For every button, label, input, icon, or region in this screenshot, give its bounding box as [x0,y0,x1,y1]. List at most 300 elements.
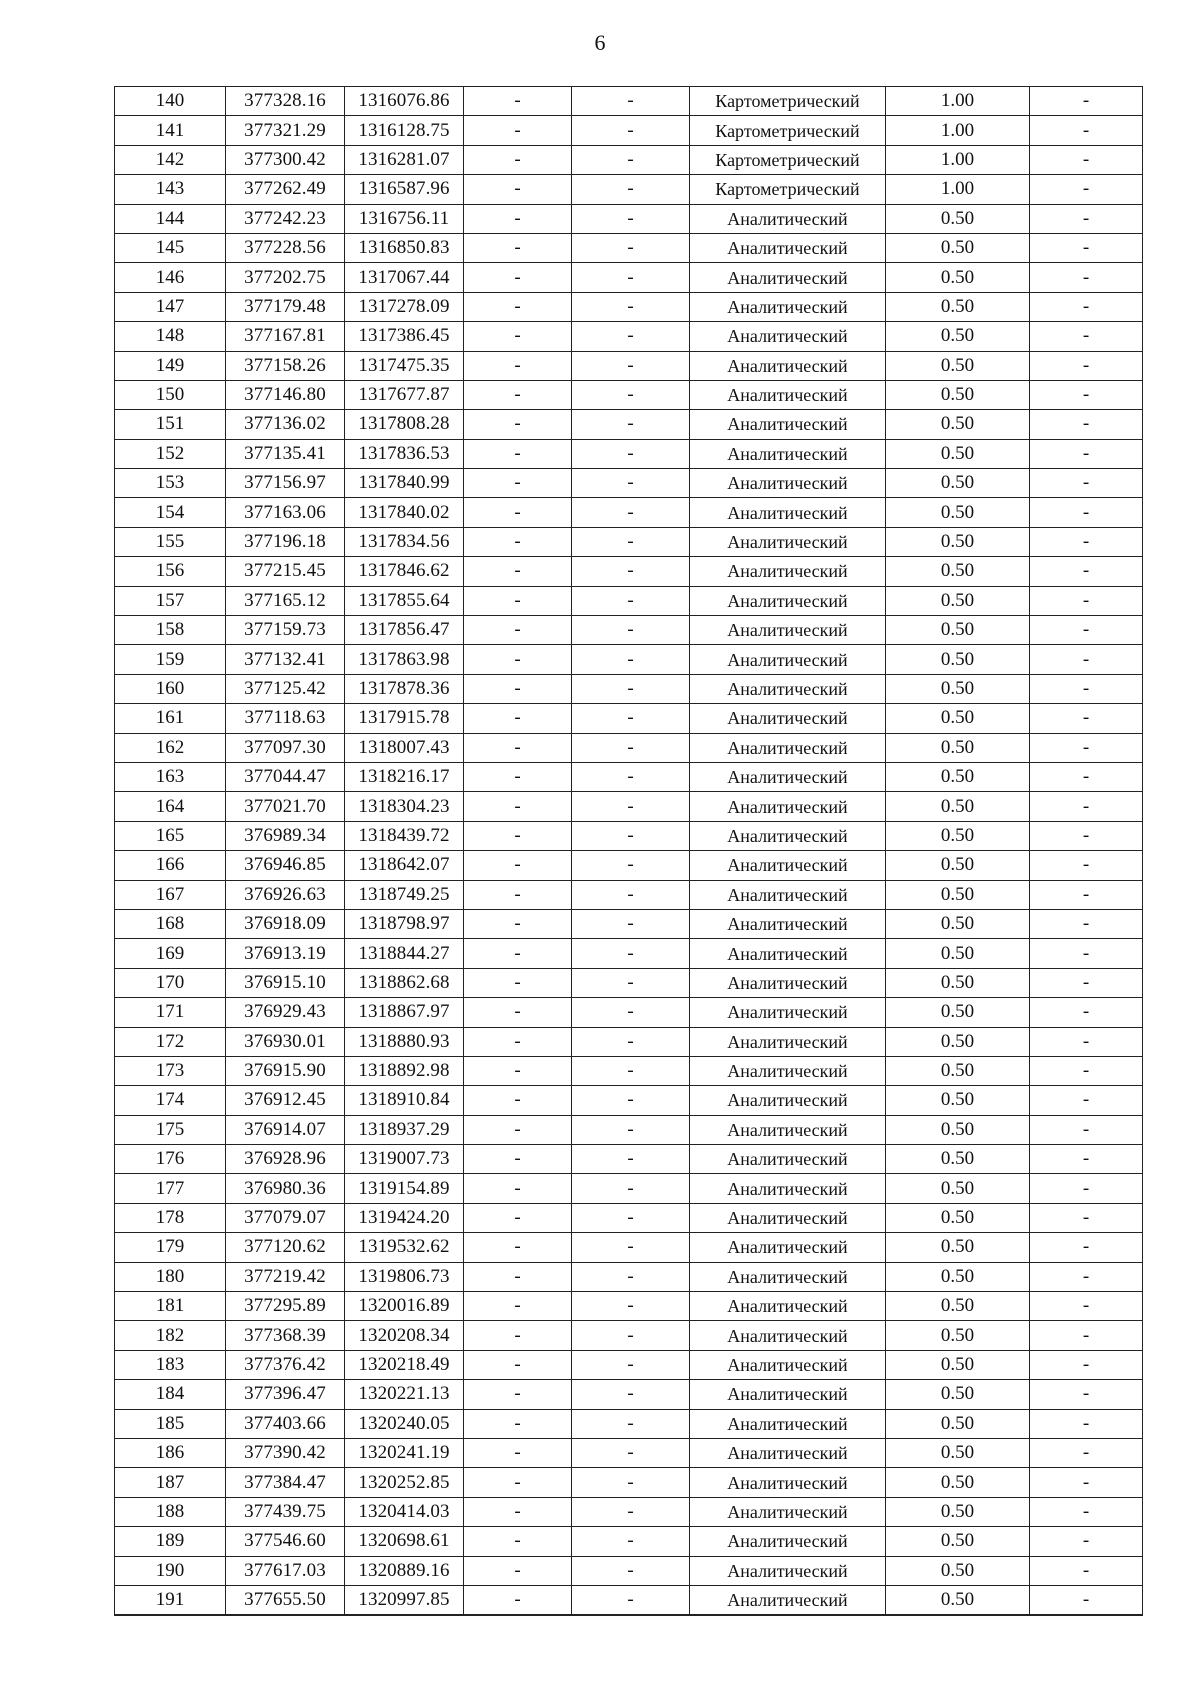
empty-value-cell: - [572,851,690,880]
method-cell: Аналитический [690,616,886,645]
empty-value-cell: - [1030,1086,1143,1115]
method-cell: Аналитический [690,322,886,351]
page-number: 6 [594,30,606,55]
empty-value-cell: - [464,204,572,233]
y-coordinate-cell: 1319007.73 [345,1145,464,1174]
point-number-cell: 159 [115,645,226,674]
method-cell: Аналитический [690,1262,886,1291]
empty-value-cell: - [464,1262,572,1291]
point-number-cell: 174 [115,1086,226,1115]
method-cell: Аналитический [690,645,886,674]
method-cell: Аналитический [690,1203,886,1232]
point-number-cell: 149 [115,351,226,380]
point-number-cell: 178 [115,1203,226,1232]
empty-value-cell: - [572,645,690,674]
empty-value-cell: - [464,1556,572,1585]
x-coordinate-cell: 377617.03 [226,1556,345,1585]
method-cell: Картометрический [690,145,886,174]
table-row [115,263,1143,292]
method-cell: Аналитический [690,733,886,762]
empty-value-cell: - [464,674,572,703]
empty-value-cell: - [464,968,572,997]
table-row [115,1056,1143,1085]
point-number-cell: 188 [115,1497,226,1526]
accuracy-cell: 0.50 [886,792,1030,821]
y-coordinate-cell: 1320240.05 [345,1409,464,1438]
empty-value-cell: - [464,792,572,821]
table-row [115,1203,1143,1232]
point-number-cell: 153 [115,469,226,498]
table-row [115,527,1143,556]
y-coordinate-cell: 1318937.29 [345,1115,464,1144]
empty-value-cell: - [572,351,690,380]
table-row [115,939,1143,968]
empty-value-cell: - [464,1438,572,1467]
table-row [115,821,1143,850]
point-number-cell: 182 [115,1321,226,1350]
empty-value-cell: - [1030,851,1143,880]
empty-value-cell: - [572,1497,690,1526]
method-cell: Аналитический [690,998,886,1027]
accuracy-cell: 0.50 [886,204,1030,233]
method-cell: Аналитический [690,557,886,586]
accuracy-cell: 0.50 [886,1585,1030,1615]
empty-value-cell: - [572,1585,690,1615]
empty-value-cell: - [464,1380,572,1409]
empty-value-cell: - [572,1145,690,1174]
empty-value-cell: - [572,145,690,174]
y-coordinate-cell: 1320252.85 [345,1468,464,1497]
empty-value-cell: - [464,939,572,968]
empty-value-cell: - [1030,1145,1143,1174]
table-row [115,498,1143,527]
table-row [115,998,1143,1027]
empty-value-cell: - [464,1527,572,1556]
x-coordinate-cell: 377376.42 [226,1350,345,1379]
x-coordinate-cell: 377546.60 [226,1527,345,1556]
table-row [115,1438,1143,1467]
x-coordinate-cell: 377219.42 [226,1262,345,1291]
empty-value-cell: - [572,263,690,292]
empty-value-cell: - [572,1262,690,1291]
y-coordinate-cell: 1317856.47 [345,616,464,645]
method-cell: Аналитический [690,1380,886,1409]
method-cell: Аналитический [690,204,886,233]
x-coordinate-cell: 376946.85 [226,851,345,880]
x-coordinate-cell: 377228.56 [226,233,345,262]
x-coordinate-cell: 377135.41 [226,439,345,468]
x-coordinate-cell: 377215.45 [226,557,345,586]
empty-value-cell: - [572,1233,690,1262]
x-coordinate-cell: 376989.34 [226,821,345,850]
method-cell: Картометрический [690,116,886,145]
y-coordinate-cell: 1316850.83 [345,233,464,262]
table-row [115,145,1143,174]
empty-value-cell: - [464,380,572,409]
accuracy-cell: 0.50 [886,880,1030,909]
x-coordinate-cell: 376913.19 [226,939,345,968]
table-row [115,410,1143,439]
y-coordinate-cell: 1317475.35 [345,351,464,380]
empty-value-cell: - [464,439,572,468]
table-row [115,1233,1143,1262]
method-cell: Аналитический [690,1086,886,1115]
x-coordinate-cell: 377044.47 [226,762,345,791]
method-cell: Аналитический [690,968,886,997]
empty-value-cell: - [572,557,690,586]
empty-value-cell: - [464,1086,572,1115]
accuracy-cell: 0.50 [886,410,1030,439]
empty-value-cell: - [1030,145,1143,174]
table-row [115,1145,1143,1174]
y-coordinate-cell: 1318216.17 [345,762,464,791]
table-row [115,1585,1143,1615]
accuracy-cell: 1.00 [886,175,1030,204]
table-row [115,1409,1143,1438]
y-coordinate-cell: 1318867.97 [345,998,464,1027]
empty-value-cell: - [464,733,572,762]
x-coordinate-cell: 377159.73 [226,616,345,645]
empty-value-cell: - [572,322,690,351]
accuracy-cell: 0.50 [886,998,1030,1027]
x-coordinate-cell: 377368.39 [226,1321,345,1350]
x-coordinate-cell: 376915.10 [226,968,345,997]
point-number-cell: 168 [115,909,226,938]
accuracy-cell: 1.00 [886,145,1030,174]
x-coordinate-cell: 377163.06 [226,498,345,527]
x-coordinate-cell: 377158.26 [226,351,345,380]
method-cell: Аналитический [690,527,886,556]
y-coordinate-cell: 1317840.02 [345,498,464,527]
method-cell: Аналитический [690,263,886,292]
y-coordinate-cell: 1320016.89 [345,1292,464,1321]
accuracy-cell: 0.50 [886,1262,1030,1291]
empty-value-cell: - [464,175,572,204]
empty-value-cell: - [464,527,572,556]
empty-value-cell: - [572,939,690,968]
accuracy-cell: 0.50 [886,351,1030,380]
empty-value-cell: - [464,1145,572,1174]
x-coordinate-cell: 377156.97 [226,469,345,498]
empty-value-cell: - [1030,322,1143,351]
x-coordinate-cell: 377132.41 [226,645,345,674]
x-coordinate-cell: 377403.66 [226,1409,345,1438]
empty-value-cell: - [1030,498,1143,527]
empty-value-cell: - [464,1468,572,1497]
empty-value-cell: - [572,469,690,498]
y-coordinate-cell: 1320889.16 [345,1556,464,1585]
x-coordinate-cell: 376980.36 [226,1174,345,1203]
empty-value-cell: - [464,292,572,321]
y-coordinate-cell: 1317386.45 [345,322,464,351]
accuracy-cell: 0.50 [886,498,1030,527]
table-row [115,1292,1143,1321]
point-number-cell: 148 [115,322,226,351]
x-coordinate-cell: 377120.62 [226,1233,345,1262]
empty-value-cell: - [572,1292,690,1321]
empty-value-cell: - [1030,1409,1143,1438]
point-number-cell: 142 [115,145,226,174]
point-number-cell: 165 [115,821,226,850]
empty-value-cell: - [1030,380,1143,409]
empty-value-cell: - [572,1556,690,1585]
table-row [115,557,1143,586]
empty-value-cell: - [464,469,572,498]
empty-value-cell: - [464,821,572,850]
empty-value-cell: - [1030,1585,1143,1615]
empty-value-cell: - [464,1233,572,1262]
method-cell: Аналитический [690,1145,886,1174]
method-cell: Аналитический [690,1056,886,1085]
table-row [115,380,1143,409]
x-coordinate-cell: 376912.45 [226,1086,345,1115]
x-coordinate-cell: 376918.09 [226,909,345,938]
table-row [115,1086,1143,1115]
empty-value-cell: - [572,1115,690,1144]
accuracy-cell: 0.50 [886,233,1030,262]
empty-value-cell: - [464,851,572,880]
y-coordinate-cell: 1318798.97 [345,909,464,938]
empty-value-cell: - [1030,1262,1143,1291]
accuracy-cell: 0.50 [886,263,1030,292]
table-row [115,1115,1143,1144]
y-coordinate-cell: 1317855.64 [345,586,464,615]
empty-value-cell: - [1030,557,1143,586]
empty-value-cell: - [464,1203,572,1232]
table-row [115,469,1143,498]
point-number-cell: 173 [115,1056,226,1085]
method-cell: Аналитический [690,1497,886,1526]
point-number-cell: 141 [115,116,226,145]
method-cell: Аналитический [690,880,886,909]
method-cell: Аналитический [690,410,886,439]
empty-value-cell: - [572,792,690,821]
table-row [115,1497,1143,1526]
method-cell: Аналитический [690,1556,886,1585]
x-coordinate-cell: 376914.07 [226,1115,345,1144]
y-coordinate-cell: 1318892.98 [345,1056,464,1085]
empty-value-cell: - [572,1468,690,1497]
point-number-cell: 190 [115,1556,226,1585]
empty-value-cell: - [572,439,690,468]
point-number-cell: 171 [115,998,226,1027]
x-coordinate-cell: 377021.70 [226,792,345,821]
empty-value-cell: - [1030,968,1143,997]
empty-value-cell: - [1030,1292,1143,1321]
table-row [115,704,1143,733]
table-row [115,1174,1143,1203]
table-row [115,1350,1143,1379]
point-number-cell: 163 [115,762,226,791]
empty-value-cell: - [464,998,572,1027]
table-row [115,292,1143,321]
empty-value-cell: - [464,1321,572,1350]
y-coordinate-cell: 1316281.07 [345,145,464,174]
y-coordinate-cell: 1317878.36 [345,674,464,703]
empty-value-cell: - [572,1438,690,1467]
x-coordinate-cell: 377146.80 [226,380,345,409]
x-coordinate-cell: 376915.90 [226,1056,345,1085]
method-cell: Аналитический [690,704,886,733]
empty-value-cell: - [464,909,572,938]
empty-value-cell: - [572,527,690,556]
accuracy-cell: 0.50 [886,1233,1030,1262]
table-row [115,880,1143,909]
y-coordinate-cell: 1318304.23 [345,792,464,821]
accuracy-cell: 0.50 [886,909,1030,938]
empty-value-cell: - [1030,263,1143,292]
empty-value-cell: - [572,233,690,262]
empty-value-cell: - [1030,821,1143,850]
x-coordinate-cell: 377165.12 [226,586,345,615]
x-coordinate-cell: 377196.18 [226,527,345,556]
accuracy-cell: 0.50 [886,527,1030,556]
y-coordinate-cell: 1318642.07 [345,851,464,880]
point-number-cell: 183 [115,1350,226,1379]
point-number-cell: 181 [115,1292,226,1321]
y-coordinate-cell: 1317834.56 [345,527,464,556]
x-coordinate-cell: 377125.42 [226,674,345,703]
empty-value-cell: - [572,175,690,204]
point-number-cell: 177 [115,1174,226,1203]
empty-value-cell: - [572,380,690,409]
table-row [115,674,1143,703]
accuracy-cell: 0.50 [886,1380,1030,1409]
point-number-cell: 185 [115,1409,226,1438]
table-row [115,87,1143,116]
y-coordinate-cell: 1318749.25 [345,880,464,909]
empty-value-cell: - [464,1409,572,1438]
x-coordinate-cell: 377167.81 [226,322,345,351]
accuracy-cell: 0.50 [886,292,1030,321]
accuracy-cell: 0.50 [886,821,1030,850]
empty-value-cell: - [572,410,690,439]
empty-value-cell: - [464,557,572,586]
empty-value-cell: - [572,762,690,791]
method-cell: Аналитический [690,792,886,821]
point-number-cell: 187 [115,1468,226,1497]
accuracy-cell: 0.50 [886,1115,1030,1144]
empty-value-cell: - [1030,527,1143,556]
x-coordinate-cell: 377396.47 [226,1380,345,1409]
empty-value-cell: - [1030,704,1143,733]
method-cell: Аналитический [690,1115,886,1144]
table-row [115,909,1143,938]
y-coordinate-cell: 1317067.44 [345,263,464,292]
method-cell: Аналитический [690,380,886,409]
point-number-cell: 172 [115,1027,226,1056]
empty-value-cell: - [1030,762,1143,791]
accuracy-cell: 0.50 [886,1468,1030,1497]
accuracy-cell: 0.50 [886,1086,1030,1115]
accuracy-cell: 0.50 [886,1556,1030,1585]
x-coordinate-cell: 376928.96 [226,1145,345,1174]
empty-value-cell: - [1030,1438,1143,1467]
table-row [115,733,1143,762]
point-number-cell: 155 [115,527,226,556]
point-number-cell: 147 [115,292,226,321]
x-coordinate-cell: 377655.50 [226,1585,345,1615]
method-cell: Аналитический [690,1409,886,1438]
point-number-cell: 144 [115,204,226,233]
method-cell: Аналитический [690,1233,886,1262]
x-coordinate-cell: 377390.42 [226,1438,345,1467]
method-cell: Аналитический [690,469,886,498]
method-cell: Аналитический [690,1027,886,1056]
point-number-cell: 145 [115,233,226,262]
empty-value-cell: - [1030,1056,1143,1085]
table-row [115,645,1143,674]
empty-value-cell: - [464,880,572,909]
x-coordinate-cell: 377242.23 [226,204,345,233]
point-number-cell: 150 [115,380,226,409]
accuracy-cell: 0.50 [886,1438,1030,1467]
y-coordinate-cell: 1317278.09 [345,292,464,321]
point-number-cell: 176 [115,1145,226,1174]
empty-value-cell: - [1030,87,1143,116]
point-number-cell: 175 [115,1115,226,1144]
accuracy-cell: 0.50 [886,939,1030,968]
accuracy-cell: 0.50 [886,704,1030,733]
accuracy-cell: 0.50 [886,1350,1030,1379]
table-row [115,1027,1143,1056]
empty-value-cell: - [1030,1115,1143,1144]
empty-value-cell: - [572,1086,690,1115]
empty-value-cell: - [1030,439,1143,468]
y-coordinate-cell: 1320698.61 [345,1527,464,1556]
method-cell: Аналитический [690,1174,886,1203]
table-row [115,1527,1143,1556]
empty-value-cell: - [464,87,572,116]
empty-value-cell: - [1030,1321,1143,1350]
x-coordinate-cell: 377295.89 [226,1292,345,1321]
y-coordinate-cell: 1316128.75 [345,116,464,145]
point-number-cell: 164 [115,792,226,821]
point-number-cell: 152 [115,439,226,468]
accuracy-cell: 0.50 [886,380,1030,409]
empty-value-cell: - [572,1027,690,1056]
empty-value-cell: - [572,1174,690,1203]
empty-value-cell: - [1030,674,1143,703]
method-cell: Аналитический [690,909,886,938]
accuracy-cell: 0.50 [886,1527,1030,1556]
empty-value-cell: - [1030,645,1143,674]
empty-value-cell: - [1030,616,1143,645]
y-coordinate-cell: 1317677.87 [345,380,464,409]
empty-value-cell: - [464,1027,572,1056]
table-body [115,87,1143,1616]
y-coordinate-cell: 1319154.89 [345,1174,464,1203]
method-cell: Аналитический [690,1292,886,1321]
y-coordinate-cell: 1317808.28 [345,410,464,439]
accuracy-cell: 0.50 [886,469,1030,498]
empty-value-cell: - [1030,1203,1143,1232]
accuracy-cell: 0.50 [886,1497,1030,1526]
empty-value-cell: - [1030,939,1143,968]
table-row [115,762,1143,791]
y-coordinate-cell: 1317836.53 [345,439,464,468]
accuracy-cell: 0.50 [886,645,1030,674]
empty-value-cell: - [1030,998,1143,1027]
accuracy-cell: 0.50 [886,1056,1030,1085]
point-number-cell: 180 [115,1262,226,1291]
empty-value-cell: - [572,586,690,615]
point-number-cell: 162 [115,733,226,762]
method-cell: Аналитический [690,1438,886,1467]
point-number-cell: 167 [115,880,226,909]
empty-value-cell: - [464,263,572,292]
accuracy-cell: 0.50 [886,968,1030,997]
